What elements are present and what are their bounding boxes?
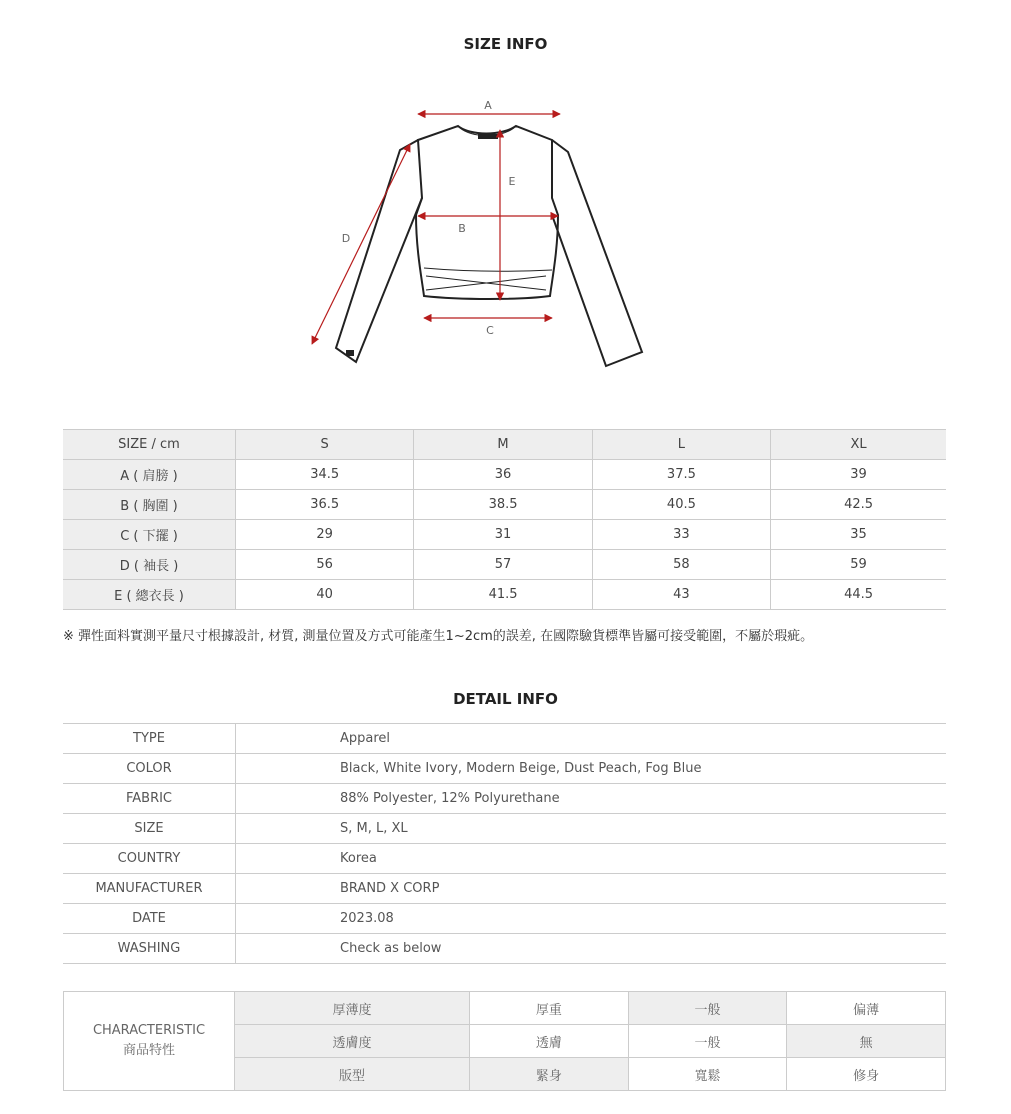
table-cell: 31 <box>414 520 592 550</box>
table-cell: 40.5 <box>592 490 770 520</box>
attribute-option: 修身 <box>787 1058 946 1091</box>
table-cell: 56 <box>236 550 414 580</box>
detail-value: S, M, L, XL <box>236 814 947 844</box>
table-cell: 44.5 <box>771 580 946 610</box>
row-label: E ( 總衣長 ) <box>63 580 236 610</box>
table-cell: 39 <box>771 460 946 490</box>
table-row <box>63 754 946 784</box>
table-cell: 59 <box>771 550 946 580</box>
measurement-disclaimer: ※ 彈性面料實測平量尺寸根據設計, 材質, 測量位置及方式可能產生1~2cm的誤差, 在國際驗貨標準皆屬可接受範圍，不屬於瑕疵。 <box>63 629 814 644</box>
table-row <box>64 992 946 1025</box>
table-cell: 57 <box>414 550 592 580</box>
detail-value: Black, White Ivory, Modern Beige, Dust Peach, Fog Blue <box>236 754 947 784</box>
garment-measurement-diagram <box>290 90 670 380</box>
attribute-name: 透膚度 <box>235 1025 470 1058</box>
label-c: C <box>486 324 494 337</box>
row-label: D ( 袖長 ) <box>63 550 236 580</box>
size-table <box>63 429 946 610</box>
table-cell: 41.5 <box>414 580 592 610</box>
detail-key: SIZE <box>63 814 236 844</box>
table-cell: 37.5 <box>592 460 770 490</box>
table-cell: 33 <box>592 520 770 550</box>
header-cell: S <box>236 430 414 460</box>
row-label: A ( 肩膀 ) <box>63 460 236 490</box>
detail-key: TYPE <box>63 724 236 754</box>
label-a: A <box>484 99 492 112</box>
table-row <box>63 844 946 874</box>
table-cell: 42.5 <box>771 490 946 520</box>
measure-d-arrow <box>312 144 410 344</box>
attribute-option: 透膚 <box>470 1025 629 1058</box>
table-cell: 34.5 <box>236 460 414 490</box>
attribute-name: 厚薄度 <box>235 992 470 1025</box>
attribute-option: 一般 <box>628 1025 787 1058</box>
size-info-title: SIZE INFO <box>463 35 548 53</box>
table-row <box>63 580 946 610</box>
table-cell: 58 <box>592 550 770 580</box>
detail-value: Korea <box>236 844 947 874</box>
attribute-option-selected: 緊身 <box>470 1058 629 1091</box>
table-row <box>63 520 946 550</box>
table-cell: 38.5 <box>414 490 592 520</box>
table-row <box>63 724 946 754</box>
detail-value: Check as below <box>236 934 947 964</box>
header-cell: L <box>592 430 770 460</box>
row-label: B ( 胸圍 ) <box>63 490 236 520</box>
sleeve-label <box>346 350 354 356</box>
table-cell: 35 <box>771 520 946 550</box>
characteristic-heading <box>64 992 235 1091</box>
attribute-option: 寬鬆 <box>628 1058 787 1091</box>
label-b: B <box>458 222 466 235</box>
label-e: E <box>508 175 516 188</box>
detail-value: 2023.08 <box>236 904 947 934</box>
header-cell: M <box>414 430 592 460</box>
detail-key: MANUFACTURER <box>63 874 236 904</box>
table-row <box>63 490 946 520</box>
attribute-option-selected: 一般 <box>628 992 787 1025</box>
attribute-option: 厚重 <box>470 992 629 1025</box>
table-cell: 29 <box>236 520 414 550</box>
detail-key: WASHING <box>63 934 236 964</box>
row-label: C ( 下擺 ) <box>63 520 236 550</box>
detail-key: FABRIC <box>63 784 236 814</box>
brand-tag <box>478 134 498 139</box>
table-cell: 40 <box>236 580 414 610</box>
detail-value: BRAND X CORP <box>236 874 947 904</box>
table-row <box>63 550 946 580</box>
detail-key: DATE <box>63 904 236 934</box>
detail-table <box>63 723 946 964</box>
detail-value: Apparel <box>236 724 947 754</box>
characteristic-label-en: CHARACTERISTIC <box>92 1023 206 1038</box>
table-cell: 36.5 <box>236 490 414 520</box>
table-row <box>63 460 946 490</box>
table-row <box>63 874 946 904</box>
characteristic-table <box>63 991 946 1091</box>
detail-key: COUNTRY <box>63 844 236 874</box>
table-cell: 43 <box>592 580 770 610</box>
header-cell: SIZE / cm <box>63 430 236 460</box>
table-row <box>63 784 946 814</box>
attribute-name: 版型 <box>235 1058 470 1091</box>
table-cell: 36 <box>414 460 592 490</box>
header-cell: XL <box>771 430 946 460</box>
attribute-option-selected: 無 <box>787 1025 946 1058</box>
table-row <box>63 934 946 964</box>
table-row <box>63 814 946 844</box>
characteristic-label-zh: 商品特性 <box>122 1043 175 1058</box>
detail-value: 88% Polyester, 12% Polyurethane <box>236 784 947 814</box>
attribute-option: 偏薄 <box>787 992 946 1025</box>
detail-info-title: DETAIL INFO <box>453 690 558 708</box>
label-d: D <box>341 232 351 245</box>
size-table-header <box>63 430 946 460</box>
table-row <box>63 904 946 934</box>
detail-key: COLOR <box>63 754 236 784</box>
